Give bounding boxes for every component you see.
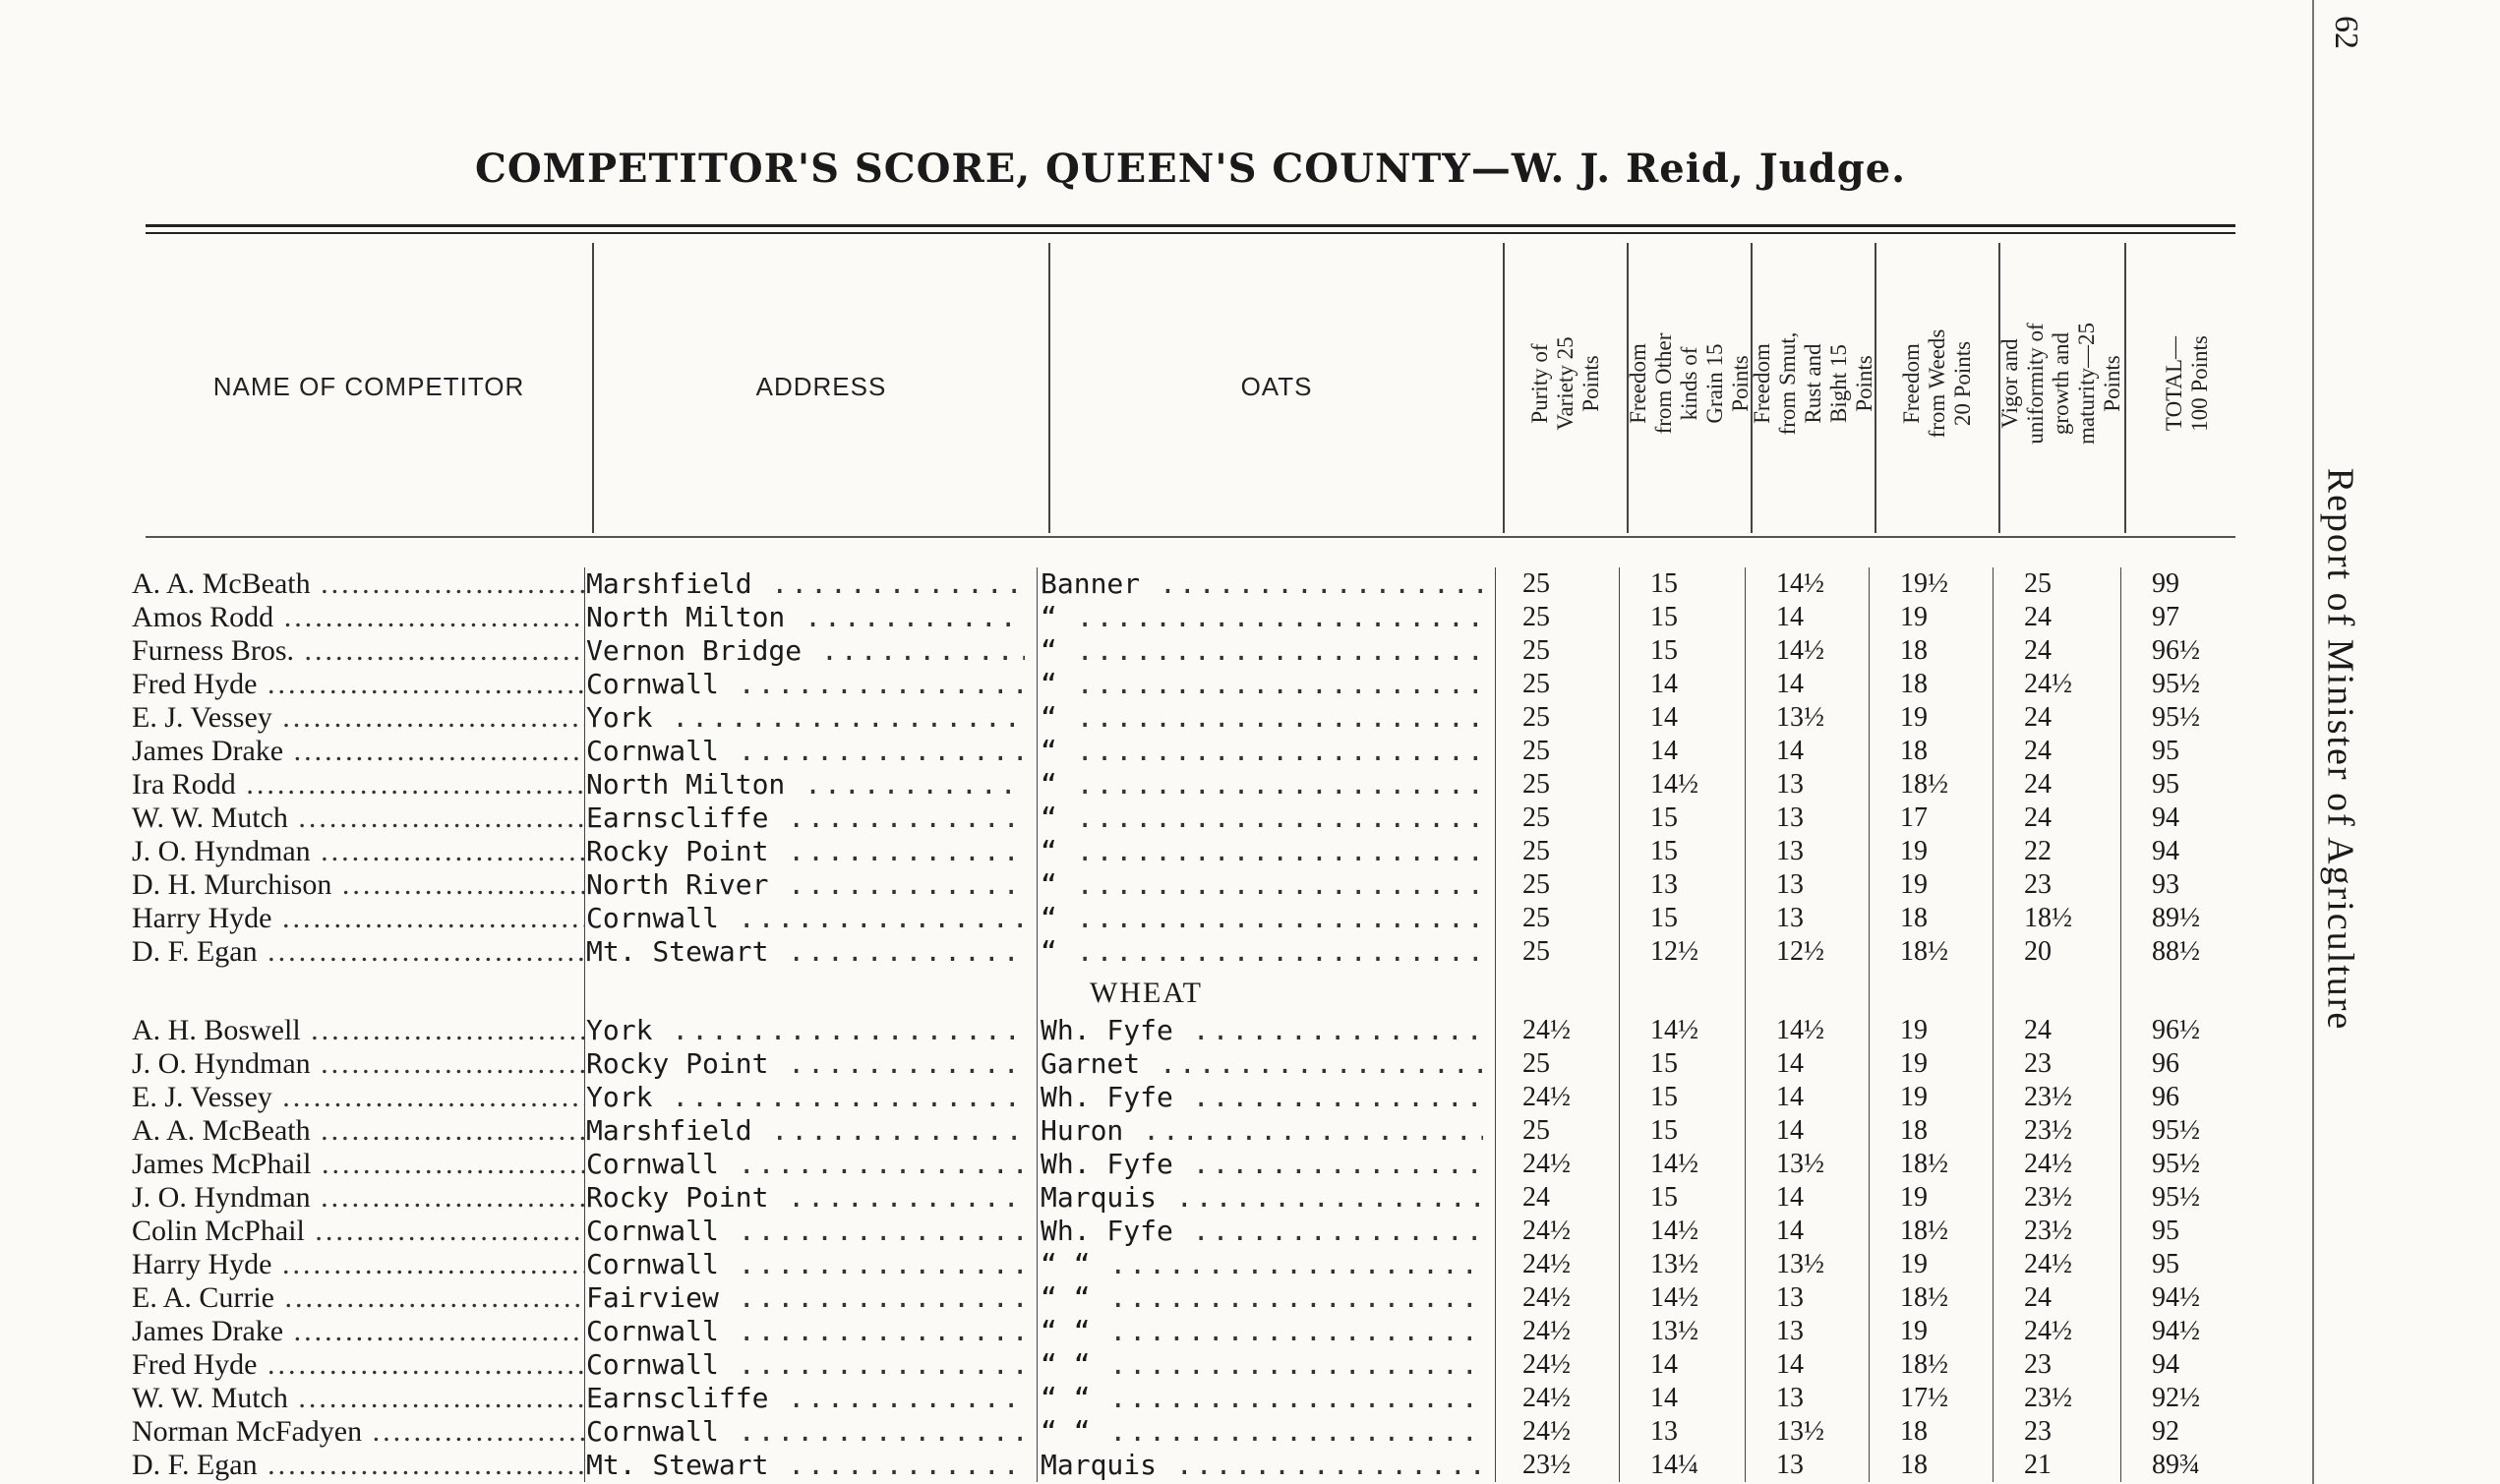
header-rule-top (146, 224, 2235, 227)
competitor-address: York ..... (586, 1081, 1025, 1114)
score-freedom-smut: 12½ (1776, 936, 1824, 967)
table-row (0, 801, 2262, 835)
grain-variety: “ “ ..... (1041, 1281, 1483, 1315)
score-freedom-grain: 14½ (1650, 1015, 1698, 1045)
table-row (0, 1415, 2262, 1449)
table-row (0, 567, 2262, 601)
score-vigor: 25 (2024, 568, 2052, 599)
grain-variety: “ ..... (1041, 935, 1483, 969)
score-purity: 25 (1522, 736, 1550, 766)
grain-variety: “ ..... (1041, 634, 1483, 668)
competitor-name: Furness Bros. ..... (132, 634, 584, 668)
score-total: 95½ (2152, 1149, 2200, 1179)
score-total: 95½ (2152, 1182, 2200, 1213)
score-purity: 24½ (1522, 1249, 1571, 1279)
table-row (0, 935, 2262, 969)
competitor-name: Norman McFadyen ..... (132, 1415, 584, 1449)
table-row (0, 1348, 2262, 1382)
score-vigor: 24½ (2024, 1316, 2072, 1346)
score-freedom-grain: 15 (1650, 602, 1678, 632)
header-freedom-smut: Freedom from Smut, Rust and Bight 15 Points (1750, 331, 1876, 436)
competitor-name: W. W. Mutch ..... (132, 1382, 584, 1415)
competitor-name: D. F. Egan ..... (132, 935, 584, 969)
margin-line (2312, 0, 2314, 1484)
score-purity: 24½ (1522, 1383, 1571, 1413)
score-freedom-weeds: 18 (1900, 736, 1928, 766)
score-freedom-smut: 13 (1776, 1450, 1804, 1480)
grain-variety: “ ..... (1041, 668, 1483, 701)
score-freedom-smut: 13 (1776, 836, 1804, 866)
competitor-address: Earnscliffe ..... (586, 1382, 1025, 1415)
competitor-address: Cornwall ..... (586, 1215, 1025, 1248)
score-freedom-weeds: 19 (1900, 1316, 1928, 1346)
score-freedom-smut: 13 (1776, 869, 1804, 900)
table-row (0, 902, 2262, 935)
header-vigor: Vigor and uniformity of growth and maturity—25 Points (1997, 323, 2124, 445)
competitor-address: Vernon Bridge ..... (586, 634, 1025, 668)
score-total: 94 (2152, 836, 2179, 866)
score-freedom-weeds: 18½ (1900, 936, 1948, 967)
score-vigor: 24 (2024, 702, 2052, 733)
score-freedom-grain: 15 (1650, 1048, 1678, 1079)
score-freedom-smut: 13 (1776, 1282, 1804, 1313)
score-freedom-smut: 13½ (1776, 1249, 1824, 1279)
table-row (0, 1215, 2262, 1248)
competitor-address: Rocky Point ..... (586, 1047, 1025, 1081)
score-total: 92½ (2152, 1383, 2200, 1413)
score-freedom-smut: 14 (1776, 1349, 1804, 1380)
competitor-name: Ira Rodd ..... (132, 768, 584, 801)
score-total: 94 (2152, 802, 2179, 833)
score-total: 94 (2152, 1349, 2179, 1380)
score-total: 89½ (2152, 903, 2200, 933)
score-vigor: 24 (2024, 736, 2052, 766)
score-freedom-smut: 14 (1776, 736, 1804, 766)
score-freedom-smut: 13½ (1776, 1416, 1824, 1447)
score-total: 95½ (2152, 702, 2200, 733)
score-total: 96½ (2152, 1015, 2200, 1045)
score-vigor: 22 (2024, 836, 2052, 866)
score-purity: 24½ (1522, 1149, 1571, 1179)
score-total: 96 (2152, 1082, 2179, 1112)
competitor-name: Colin McPhail ..... (132, 1215, 584, 1248)
competitor-address: Cornwall ..... (586, 902, 1025, 935)
score-freedom-grain: 15 (1650, 903, 1678, 933)
competitor-name: J. O. Hyndman ..... (132, 1181, 584, 1215)
competitor-name: E. J. Vessey ..... (132, 701, 584, 735)
score-vigor: 24½ (2024, 1249, 2072, 1279)
table-row (0, 1281, 2262, 1315)
score-freedom-grain: 14 (1650, 1349, 1678, 1380)
score-total: 96 (2152, 1048, 2179, 1079)
table-row (0, 1181, 2262, 1215)
page-title: COMPETITOR'S SCORE, QUEEN'S COUNTY—W. J. Reid, Judge. (475, 146, 1907, 192)
column-divider (592, 243, 594, 533)
score-purity: 24½ (1522, 1015, 1571, 1045)
competitor-name: W. W. Mutch ..... (132, 801, 584, 835)
grain-variety: “ “ ..... (1041, 1382, 1483, 1415)
score-freedom-weeds: 18½ (1900, 1349, 1948, 1380)
competitor-name: D. H. Murchison ..... (132, 868, 584, 902)
table-row (0, 1449, 2262, 1482)
grain-variety: “ “ ..... (1041, 1248, 1483, 1281)
table-row (0, 768, 2262, 801)
score-freedom-grain: 15 (1650, 1115, 1678, 1146)
score-freedom-grain: 14 (1650, 702, 1678, 733)
grain-variety: “ “ ..... (1041, 1415, 1483, 1449)
score-purity: 25 (1522, 936, 1550, 967)
score-freedom-smut: 14½ (1776, 568, 1824, 599)
score-freedom-smut: 14 (1776, 1082, 1804, 1112)
score-total: 96½ (2152, 635, 2200, 666)
score-vigor: 23½ (2024, 1182, 2072, 1213)
score-freedom-grain: 15 (1650, 802, 1678, 833)
score-total: 95½ (2152, 669, 2200, 699)
competitor-name: J. O. Hyndman ..... (132, 1047, 584, 1081)
score-freedom-grain: 13 (1650, 869, 1678, 900)
score-purity: 24 (1522, 1182, 1550, 1213)
table-row (0, 1315, 2262, 1348)
grain-variety: “ ..... (1041, 768, 1483, 801)
score-freedom-smut: 14½ (1776, 1015, 1824, 1045)
competitor-address: Cornwall ..... (586, 1415, 1025, 1449)
table-row (0, 1382, 2262, 1415)
header-freedom-grain: Freedom from Other kinds of Grain 15 Points (1626, 332, 1753, 435)
score-freedom-weeds: 19 (1900, 602, 1928, 632)
score-freedom-weeds: 18½ (1900, 769, 1948, 800)
grain-variety: Wh. Fyfe ..... (1041, 1148, 1483, 1181)
header-rule-bottom (146, 536, 2235, 538)
side-title-wrapper (2316, 405, 2363, 1094)
competitor-name: James McPhail ..... (132, 1148, 584, 1181)
score-vigor: 23 (2024, 1048, 2052, 1079)
score-vigor: 24 (2024, 802, 2052, 833)
score-freedom-weeds: 18 (1900, 903, 1928, 933)
score-freedom-weeds: 19 (1900, 836, 1928, 866)
competitor-address: York ..... (586, 701, 1025, 735)
score-freedom-weeds: 18½ (1900, 1216, 1948, 1246)
header-rule-second (146, 232, 2235, 234)
score-vigor: 21 (2024, 1450, 2052, 1480)
grain-variety: “ ..... (1041, 902, 1483, 935)
table-row (0, 735, 2262, 768)
score-freedom-grain: 14½ (1650, 1282, 1698, 1313)
competitor-address: Mt. Stewart ..... (586, 1449, 1025, 1482)
competitor-address: Earnscliffe ..... (586, 801, 1025, 835)
grain-variety: Wh. Fyfe ..... (1041, 1081, 1483, 1114)
grain-variety: “ ..... (1041, 735, 1483, 768)
score-vigor: 24 (2024, 602, 2052, 632)
score-freedom-smut: 14 (1776, 669, 1804, 699)
table-row (0, 634, 2262, 668)
score-freedom-grain: 14 (1650, 669, 1678, 699)
score-purity: 24½ (1522, 1349, 1571, 1380)
score-freedom-weeds: 19 (1900, 869, 1928, 900)
table-row (0, 1114, 2262, 1148)
score-total: 97 (2152, 602, 2179, 632)
competitor-address: Marshfield ..... (586, 567, 1025, 601)
competitor-name: Amos Rodd ..... (132, 601, 584, 634)
competitor-address: Cornwall ..... (586, 668, 1025, 701)
score-freedom-weeds: 17½ (1900, 1383, 1948, 1413)
score-purity: 25 (1522, 869, 1550, 900)
score-freedom-grain: 15 (1650, 568, 1678, 599)
score-freedom-weeds: 19½ (1900, 568, 1948, 599)
score-purity: 25 (1522, 602, 1550, 632)
score-purity: 25 (1522, 802, 1550, 833)
score-freedom-weeds: 18½ (1900, 1282, 1948, 1313)
score-freedom-smut: 13 (1776, 1316, 1804, 1346)
table-row (0, 601, 2262, 634)
competitor-name: A. H. Boswell ..... (132, 1014, 584, 1047)
score-purity: 25 (1522, 903, 1550, 933)
score-freedom-smut: 14 (1776, 1216, 1804, 1246)
header-purity-wrap (1505, 236, 1627, 531)
score-freedom-grain: 13½ (1650, 1249, 1698, 1279)
score-freedom-smut: 13 (1776, 1383, 1804, 1413)
score-freedom-grain: 13 (1650, 1416, 1678, 1447)
grain-variety: “ “ ..... (1041, 1315, 1483, 1348)
grain-variety: “ “ ..... (1041, 1348, 1483, 1382)
score-vigor: 23½ (2024, 1216, 2072, 1246)
score-freedom-smut: 13 (1776, 903, 1804, 933)
competitor-name: E. A. Currie ..... (132, 1281, 584, 1315)
score-freedom-smut: 14 (1776, 1182, 1804, 1213)
competitor-address: Cornwall ..... (586, 1315, 1025, 1348)
score-vigor: 23½ (2024, 1383, 2072, 1413)
header-oats: OATS (1240, 372, 1313, 401)
header-name: NAME OF COMPETITOR (212, 372, 525, 401)
score-total: 95 (2152, 1249, 2179, 1279)
competitor-name: A. A. McBeath ..... (132, 567, 584, 601)
grain-variety: “ ..... (1041, 701, 1483, 735)
score-freedom-grain: 14½ (1650, 1149, 1698, 1179)
table-row (0, 835, 2262, 868)
competitor-name: D. F. Egan ..... (132, 1449, 584, 1482)
competitor-name: J. O. Hyndman ..... (132, 835, 584, 868)
score-freedom-smut: 14 (1776, 1115, 1804, 1146)
score-purity: 24½ (1522, 1282, 1571, 1313)
competitor-address: Fairview ..... (586, 1281, 1025, 1315)
score-freedom-smut: 13½ (1776, 702, 1824, 733)
score-purity: 25 (1522, 669, 1550, 699)
table-row (0, 1014, 2262, 1047)
score-freedom-weeds: 19 (1900, 1249, 1928, 1279)
score-purity: 25 (1522, 1115, 1550, 1146)
table-row (0, 668, 2262, 701)
competitor-name: Harry Hyde ..... (132, 1248, 584, 1281)
score-vigor: 23 (2024, 1416, 2052, 1447)
score-vigor: 20 (2024, 936, 2052, 967)
grain-variety: Huron ..... (1041, 1114, 1483, 1148)
table-row (0, 1081, 2262, 1114)
header-total: TOTAL—100 Points (2162, 335, 2212, 432)
score-freedom-weeds: 19 (1900, 702, 1928, 733)
header-freedom-grain-wrap (1626, 236, 1753, 531)
competitor-name: A. A. McBeath ..... (132, 1114, 584, 1148)
competitor-address: Marshfield ..... (586, 1114, 1025, 1148)
grain-variety: “ ..... (1041, 801, 1483, 835)
competitor-address: North Milton ..... (586, 601, 1025, 634)
score-freedom-grain: 13½ (1650, 1316, 1698, 1346)
wheat-section-label: WHEAT (1090, 977, 1203, 1009)
score-freedom-smut: 13½ (1776, 1149, 1824, 1179)
table-row (0, 1248, 2262, 1281)
score-vigor: 23 (2024, 869, 2052, 900)
score-total: 94½ (2152, 1282, 2200, 1313)
score-total: 99 (2152, 568, 2179, 599)
score-total: 92 (2152, 1416, 2179, 1447)
score-freedom-weeds: 18 (1900, 1115, 1928, 1146)
score-freedom-grain: 14½ (1650, 1216, 1698, 1246)
score-total: 94½ (2152, 1316, 2200, 1346)
score-freedom-smut: 14 (1776, 1048, 1804, 1079)
score-freedom-weeds: 19 (1900, 1015, 1928, 1045)
side-title: Report of Minister of Agriculture (2319, 467, 2360, 1032)
score-vigor: 24 (2024, 769, 2052, 800)
grain-variety: Banner ..... (1041, 567, 1483, 601)
competitor-address: Rocky Point ..... (586, 835, 1025, 868)
score-vigor: 24 (2024, 1015, 2052, 1045)
competitor-name: James Drake ..... (132, 735, 584, 768)
grain-variety: “ ..... (1041, 601, 1483, 634)
score-freedom-grain: 14¼ (1650, 1450, 1698, 1480)
score-freedom-smut: 13 (1776, 802, 1804, 833)
score-purity: 24½ (1522, 1216, 1571, 1246)
header-freedom-weeds-wrap (1876, 236, 1998, 531)
competitor-address: Cornwall ..... (586, 735, 1025, 768)
score-purity: 25 (1522, 836, 1550, 866)
score-purity: 23½ (1522, 1450, 1571, 1480)
score-freedom-smut: 14½ (1776, 635, 1824, 666)
score-vigor: 23 (2024, 1349, 2052, 1380)
competitor-name: E. J. Vessey ..... (132, 1081, 584, 1114)
score-purity: 24½ (1522, 1316, 1571, 1346)
header-vigor-wrap (1997, 236, 2124, 531)
competitor-address: Rocky Point ..... (586, 1181, 1025, 1215)
competitor-address: Cornwall ..... (586, 1248, 1025, 1281)
competitor-address: Cornwall ..... (586, 1348, 1025, 1382)
score-purity: 25 (1522, 635, 1550, 666)
score-freedom-weeds: 19 (1900, 1182, 1928, 1213)
score-vigor: 23½ (2024, 1115, 2072, 1146)
score-freedom-weeds: 18 (1900, 1416, 1928, 1447)
grain-variety: Garnet ..... (1041, 1047, 1483, 1081)
score-vigor: 24½ (2024, 669, 2072, 699)
competitor-name: Fred Hyde ..... (132, 668, 584, 701)
competitor-address: York ..... (586, 1014, 1025, 1047)
score-freedom-weeds: 19 (1900, 1048, 1928, 1079)
score-purity: 25 (1522, 769, 1550, 800)
header-freedom-weeds: Freedom from Weeds 20 Points (1899, 328, 1975, 439)
table-row (0, 701, 2262, 735)
header-freedom-smut-wrap (1750, 236, 1876, 531)
score-purity: 25 (1522, 702, 1550, 733)
score-freedom-grain: 14 (1650, 736, 1678, 766)
page-number: 62 (2328, 16, 2364, 49)
score-vigor: 23½ (2024, 1082, 2072, 1112)
grain-variety: Marquis ..... (1041, 1449, 1483, 1482)
score-freedom-weeds: 19 (1900, 1082, 1928, 1112)
competitor-address: North River ..... (586, 868, 1025, 902)
score-freedom-grain: 15 (1650, 836, 1678, 866)
competitor-address: North Milton ..... (586, 768, 1025, 801)
grain-variety: Wh. Fyfe ..... (1041, 1014, 1483, 1047)
score-freedom-smut: 13 (1776, 769, 1804, 800)
table-row (0, 868, 2262, 902)
score-freedom-weeds: 18 (1900, 635, 1928, 666)
score-freedom-weeds: 18½ (1900, 1149, 1948, 1179)
score-total: 95 (2152, 1216, 2179, 1246)
header-total-wrap (2126, 236, 2248, 531)
score-purity: 24½ (1522, 1082, 1571, 1112)
score-purity: 25 (1522, 1048, 1550, 1079)
score-freedom-grain: 12½ (1650, 936, 1698, 967)
score-freedom-grain: 14 (1650, 1383, 1678, 1413)
score-vigor: 24 (2024, 635, 2052, 666)
score-total: 95 (2152, 736, 2179, 766)
competitor-name: Harry Hyde ..... (132, 902, 584, 935)
score-total: 95 (2152, 769, 2179, 800)
table-row (0, 1148, 2262, 1181)
score-vigor: 24½ (2024, 1149, 2072, 1179)
score-total: 89¾ (2152, 1450, 2200, 1480)
score-total: 88½ (2152, 936, 2200, 967)
score-freedom-grain: 15 (1650, 1182, 1678, 1213)
competitor-name: Fred Hyde ..... (132, 1348, 584, 1382)
grain-variety: “ ..... (1041, 835, 1483, 868)
score-freedom-grain: 15 (1650, 635, 1678, 666)
table-row (0, 1047, 2262, 1081)
score-freedom-grain: 15 (1650, 1082, 1678, 1112)
competitor-name: James Drake ..... (132, 1315, 584, 1348)
score-total: 93 (2152, 869, 2179, 900)
grain-variety: Wh. Fyfe ..... (1041, 1215, 1483, 1248)
score-vigor: 18½ (2024, 903, 2072, 933)
header-address: ADDRESS (755, 372, 887, 401)
score-freedom-grain: 14½ (1650, 769, 1698, 800)
score-freedom-weeds: 18 (1900, 669, 1928, 699)
score-freedom-weeds: 18 (1900, 1450, 1928, 1480)
column-divider (1048, 243, 1050, 533)
score-total: 95½ (2152, 1115, 2200, 1146)
grain-variety: “ ..... (1041, 868, 1483, 902)
competitor-address: Mt. Stewart ..... (586, 935, 1025, 969)
header-purity: Purity of Variety 25 Points (1527, 336, 1603, 431)
score-purity: 24½ (1522, 1416, 1571, 1447)
competitor-address: Cornwall ..... (586, 1148, 1025, 1181)
score-freedom-weeds: 17 (1900, 802, 1928, 833)
score-vigor: 24 (2024, 1282, 2052, 1313)
score-freedom-smut: 14 (1776, 602, 1804, 632)
score-purity: 25 (1522, 568, 1550, 599)
grain-variety: Marquis ..... (1041, 1181, 1483, 1215)
